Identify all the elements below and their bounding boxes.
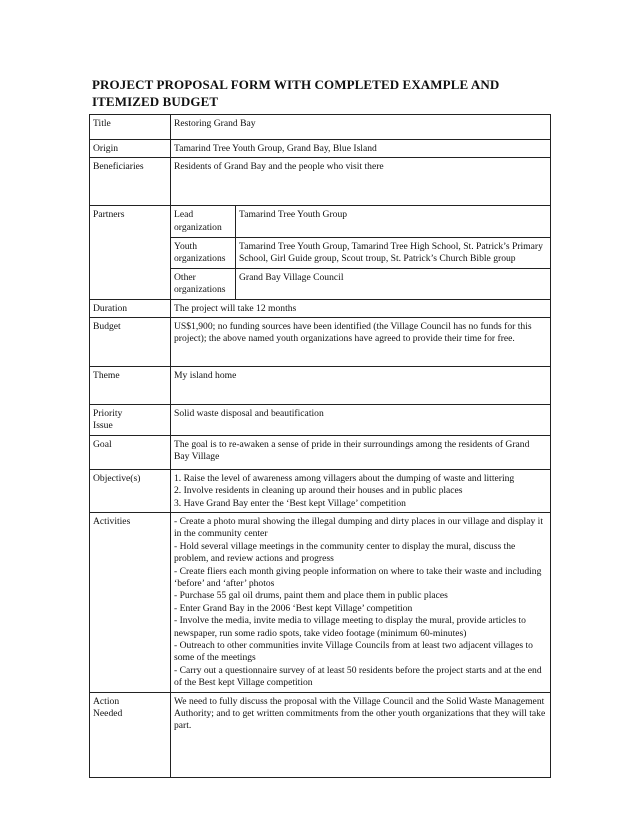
label-origin: Origin [90, 140, 171, 158]
partner-value-youth: Tamarind Tree Youth Group, Tamarind Tree High School, St. Patrick’s Primary School, Girl Guide group, Scout troup, St. Patrick’s Church Bible group [236, 237, 551, 268]
row-activities [90, 512, 551, 692]
partner-type-lead: Lead organization [171, 206, 236, 237]
label-theme: Theme [90, 366, 171, 404]
value-title: Restoring Grand Bay [171, 115, 551, 140]
label-budget: Budget [90, 317, 171, 366]
row-action-needed [90, 692, 551, 777]
partners-table [171, 206, 550, 298]
partner-type-other: Other organizations [171, 268, 236, 298]
value-budget: US$1,900; no funding sources have been identified (the Village Council has no funds for this project); the above named youth organizations have agreed to provide their time for free. [171, 317, 551, 366]
row-origin [90, 140, 551, 158]
row-title [90, 115, 551, 140]
partner-value-other: Grand Bay Village Council [236, 268, 551, 298]
row-priority-issue [90, 404, 551, 435]
value-origin: Tamarind Tree Youth Group, Grand Bay, Blue Island [171, 140, 551, 158]
label-beneficiaries: Beneficiaries [90, 158, 171, 206]
label-activities: Activities [90, 512, 171, 692]
value-theme: My island home [171, 366, 551, 404]
label-title: Title [90, 115, 171, 140]
row-beneficiaries [90, 158, 551, 206]
partner-row-youth [171, 237, 550, 268]
value-duration: The project will take 12 months [171, 299, 551, 317]
row-goal [90, 435, 551, 469]
label-partners: Partners [90, 206, 171, 299]
row-duration [90, 299, 551, 317]
partner-row-other [171, 268, 550, 298]
row-objectives [90, 469, 551, 512]
partner-row-lead [171, 206, 550, 237]
label-priority-issue: Priority Issue [90, 404, 171, 435]
label-goal: Goal [90, 435, 171, 469]
label-action-needed: Action Needed [90, 692, 171, 777]
value-activities: - Create a photo mural showing the illegal dumping and dirty places in our village and display it in the community center - Hold several village meetings in the community center to display the mural, discuss the problem, and review actions and progress - Create fliers each month giving people information on where to take their waste and including ‘before’ and ‘after’ photos - Purchase 55 gal oil drums, paint them and place them in public places - Enter Grand Bay in the 2006 ‘Best kept Village’ competition - Involve the media, invite media to village meeting to display the mural, provide articles to newspaper, run some radio spots, take video footage (minimum 60-minutes) - Outreach to other communities invite Village Councils from at least two adjacent villages to some of the meetings - Carry out a questionnaire survey of at least 50 residents before the project starts and at the end of the Best kept Village competition [171, 512, 551, 692]
proposal-form-table [89, 114, 551, 778]
page-title: PROJECT PROPOSAL FORM WITH COMPLETED EXAMPLE AND ITEMIZED BUDGET [92, 77, 500, 109]
partner-type-youth: Youth organizations [171, 237, 236, 268]
value-objectives: 1. Raise the level of awareness among villagers about the dumping of waste and littering 2. Involve residents in cleaning up around their houses and in public places 3. Have Grand Bay enter the ‘Best kept Village’ competition [171, 469, 551, 512]
value-priority-issue: Solid waste disposal and beautification [171, 404, 551, 435]
value-action-needed: We need to fully discuss the proposal with the Village Council and the Solid Waste Management Authority; and to get written commitments from the other youth organizations that they will take part. [171, 692, 551, 777]
label-objectives: Objective(s) [90, 469, 171, 512]
row-budget [90, 317, 551, 366]
label-duration: Duration [90, 299, 171, 317]
value-goal: The goal is to re-awaken a sense of pride in their surroundings among the residents of Grand Bay Village [171, 435, 551, 469]
value-beneficiaries: Residents of Grand Bay and the people who visit there [171, 158, 551, 206]
row-partners [90, 206, 551, 299]
partner-value-lead: Tamarind Tree Youth Group [236, 206, 551, 237]
row-theme [90, 366, 551, 404]
partners-cell [171, 206, 551, 299]
